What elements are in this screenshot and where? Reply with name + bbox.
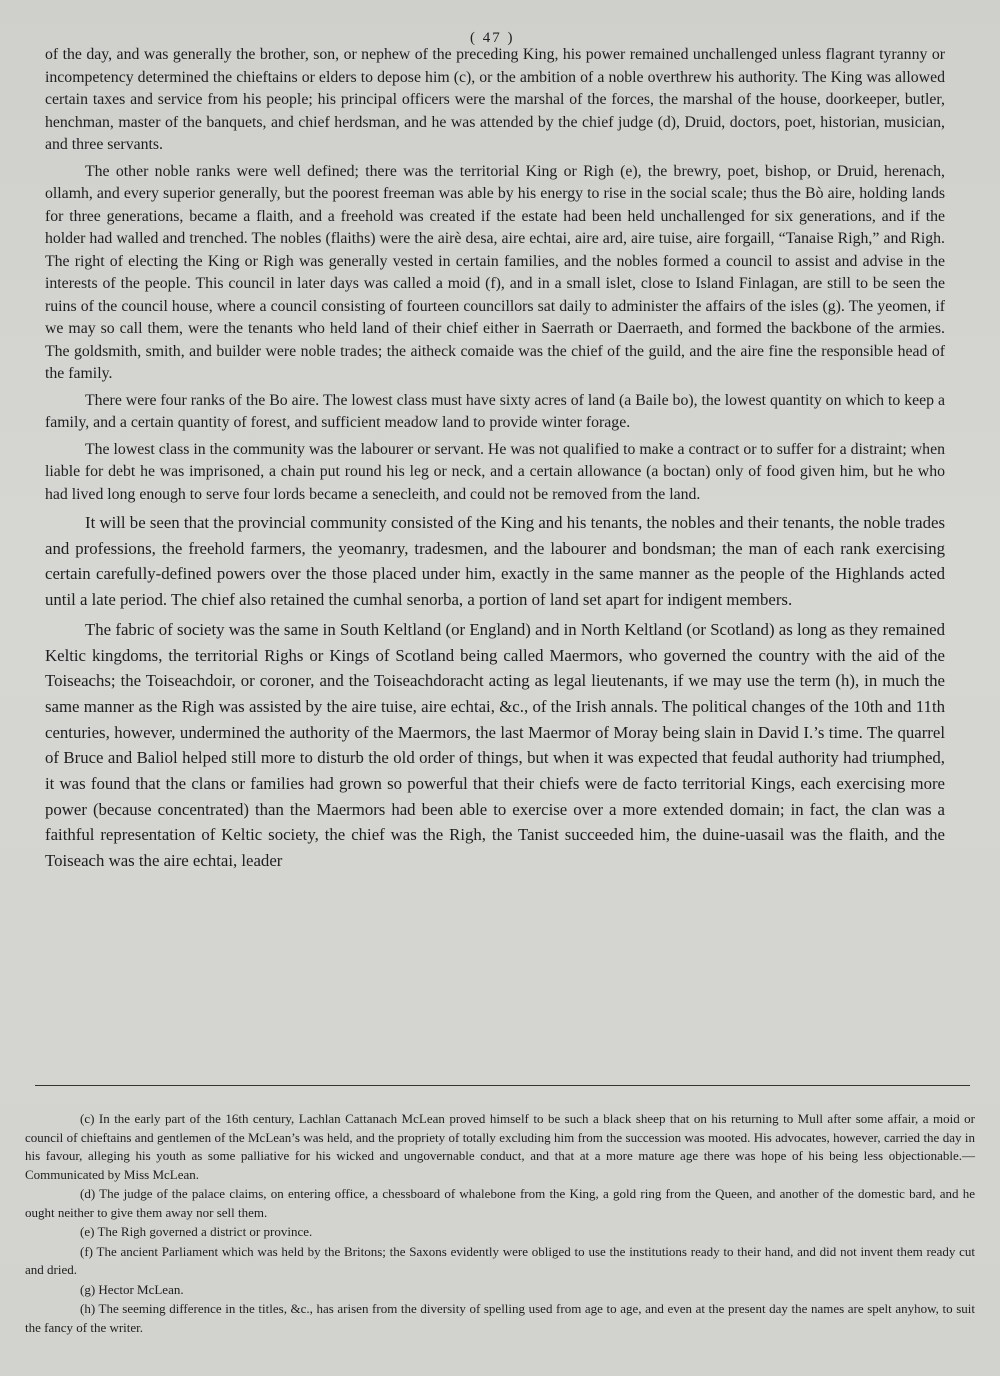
page-number: ( 47 ) [470,30,515,46]
body-text [45,44,945,878]
paragraph: The fabric of society was the same in South Keltland (or England) and in North Keltland (or Scotland) as long as they remained Keltic kingdoms, the territorial Righs or Kings of Scotland being called Maermors, who governed the country with the aid of the Toiseachs; the Toiseachdoir, or coroner, and the Toiseachdoracht acting as legal lieutenants, if we may use the term (h), in much the same manner as the Righ was assisted by the aire tuise, aire echtai, &c., of the Irish annals. The political changes of the 10th and 11th centuries, however, undermined the authority of the Maermors, the last Maermor of Moray being slain in David I.’s time. The quarrel of Bruce and Baliol helped still more to disturb the old order of things, but when it was expected that feudal authority had triumphed, it was found that the clans or families had grown so powerful that their chiefs were de facto territorial Kings, each exercising more power (because concentrated) than the Maermors had been able to exercise over a more extended domain; in fact, the clan was a faithful representation of Keltic society, the chief was the Righ, the Tanist succeeded him, the duine-uasail was the flaith, and the Toiseach was the aire echtai, leader [45,619,945,871]
paragraph: It will be seen that the provincial community consisted of the King and his tenants, the nobles and their tenants, the noble trades and professions, the freehold farmers, the yeomanry, tradesmen, and the labourer and bondsman; the man of each rank exercising certain carefully-defined powers over the those placed under him, exactly in the same manner as the people of the Highlands acted until a late period. The chief also retained the cumhal senorba, a portion of land set apart for indigent members. [45,513,945,610]
paragraph: The lowest class in the community was the labourer or servant. He was not qualified to make a contract or to suffer for a distraint; when liable for debt he was imprisoned, a chain put round his leg or neck, and a certain allowance (a boctan) only of food given him, but he who had lived long enough to serve four lords became a senecleith, and could not be removed from the land. [45,440,945,503]
footnote: (e) The Righ governed a district or province. [80,1224,313,1239]
footnote: (f) The ancient Parliament which was held by the Britons; the Saxons evidently were obliged to use the institutions ready to their hand, and did not invent them ready cut and dried. [25,1243,975,1277]
footnote: (d) The judge of the palace claims, on entering office, a chessboard of whalebone from the King, a gold ring from the Queen, and another of the domestic bard, and he ought neither to give them away nor sell them. [25,1186,975,1220]
footnote: (c) In the early part of the 16th century, Lachlan Cattanach McLean proved himself to be such a black sheep that on his returning to Mull after some affair, a moid or council of chieftains and gentlemen of the McLean’s was held, and the propriety of totally excluding him from the succession was mooted. His advocates, however, carried the day in his favour, alleging his youth as some palliative for his wicked and ungovernable conduct, and that at a more mature age there was hope of his being less objectionable.—Communicated by Miss McLean. [25,1111,975,1182]
footnote: (g) Hector McLean. [80,1281,184,1297]
paragraph: The other noble ranks were well defined; there was the territorial King or Righ (e), the brewry, poet, bishop, or Druid, herenach, ollamh, and every superior generally, but the poorest freeman was able by his energy to rise in the social scale; thus the Bò aire, holding lands for three generations, became a flaith, and a freehold was created if the estate had been held unchallenged for six generations, and if the holder had walled and trenched. The nobles (flaiths) were the airè desa, aire echtai, aire ard, aire tuise, aire forgaill, “Tanaise Righ,” and Righ. The right of electing the King or Righ was generally vested in certain families, and the nobles formed a council to assist and advise in the interests of the people. This council in later days was called a moid (f), and in a small islet, close to Island Finlagan, are still to be seen the ruins of the council house, where a council consisting of fourteen councillors sat daily to administer the affairs of the isles (g). The yeomen, if we may so call them, were the tenants who held land of their chief either in Saerrath or Daerraeth, and formed the backbone of the armies. The goldsmith, smith, and builder were noble trades; the aitheck comaide was the chief of the guild, and the aire fine the responsible head of the family. [45,162,945,382]
paragraph: There were four ranks of the Bo aire. The lowest class must have sixty acres of land (a Baile bo), the lowest quantity on which to keep a family, and a certain quantity of forest, and sufficient meadow land to provide winter forage. [45,391,945,431]
paragraph: of the day, and was generally the brother, son, or nephew of the preceding King, his power remained unchallenged unless flagrant tyranny or incompetency determined the chieftains or elders to depose him (c), or the ambition of a noble overthrew his authority. The King was allowed certain taxes and service from his people; his principal officers were the marshal of the forces, the marshal of the house, doorkeeper, butler, henchman, master of the banquets, and chief herdsman, and he was attended by the chief judge (d), Druid, doctors, poet, historian, musician, and three servants. [45,46,945,153]
footnotes [25,1110,975,1338]
footnote-divider [35,1085,970,1086]
footnote: (h) The seeming difference in the titles, &c., has arisen from the diversity of spelling used from age to age, and even at the present day the names are spelt anyhow, to suit the fancy of the writer. [25,1301,975,1335]
